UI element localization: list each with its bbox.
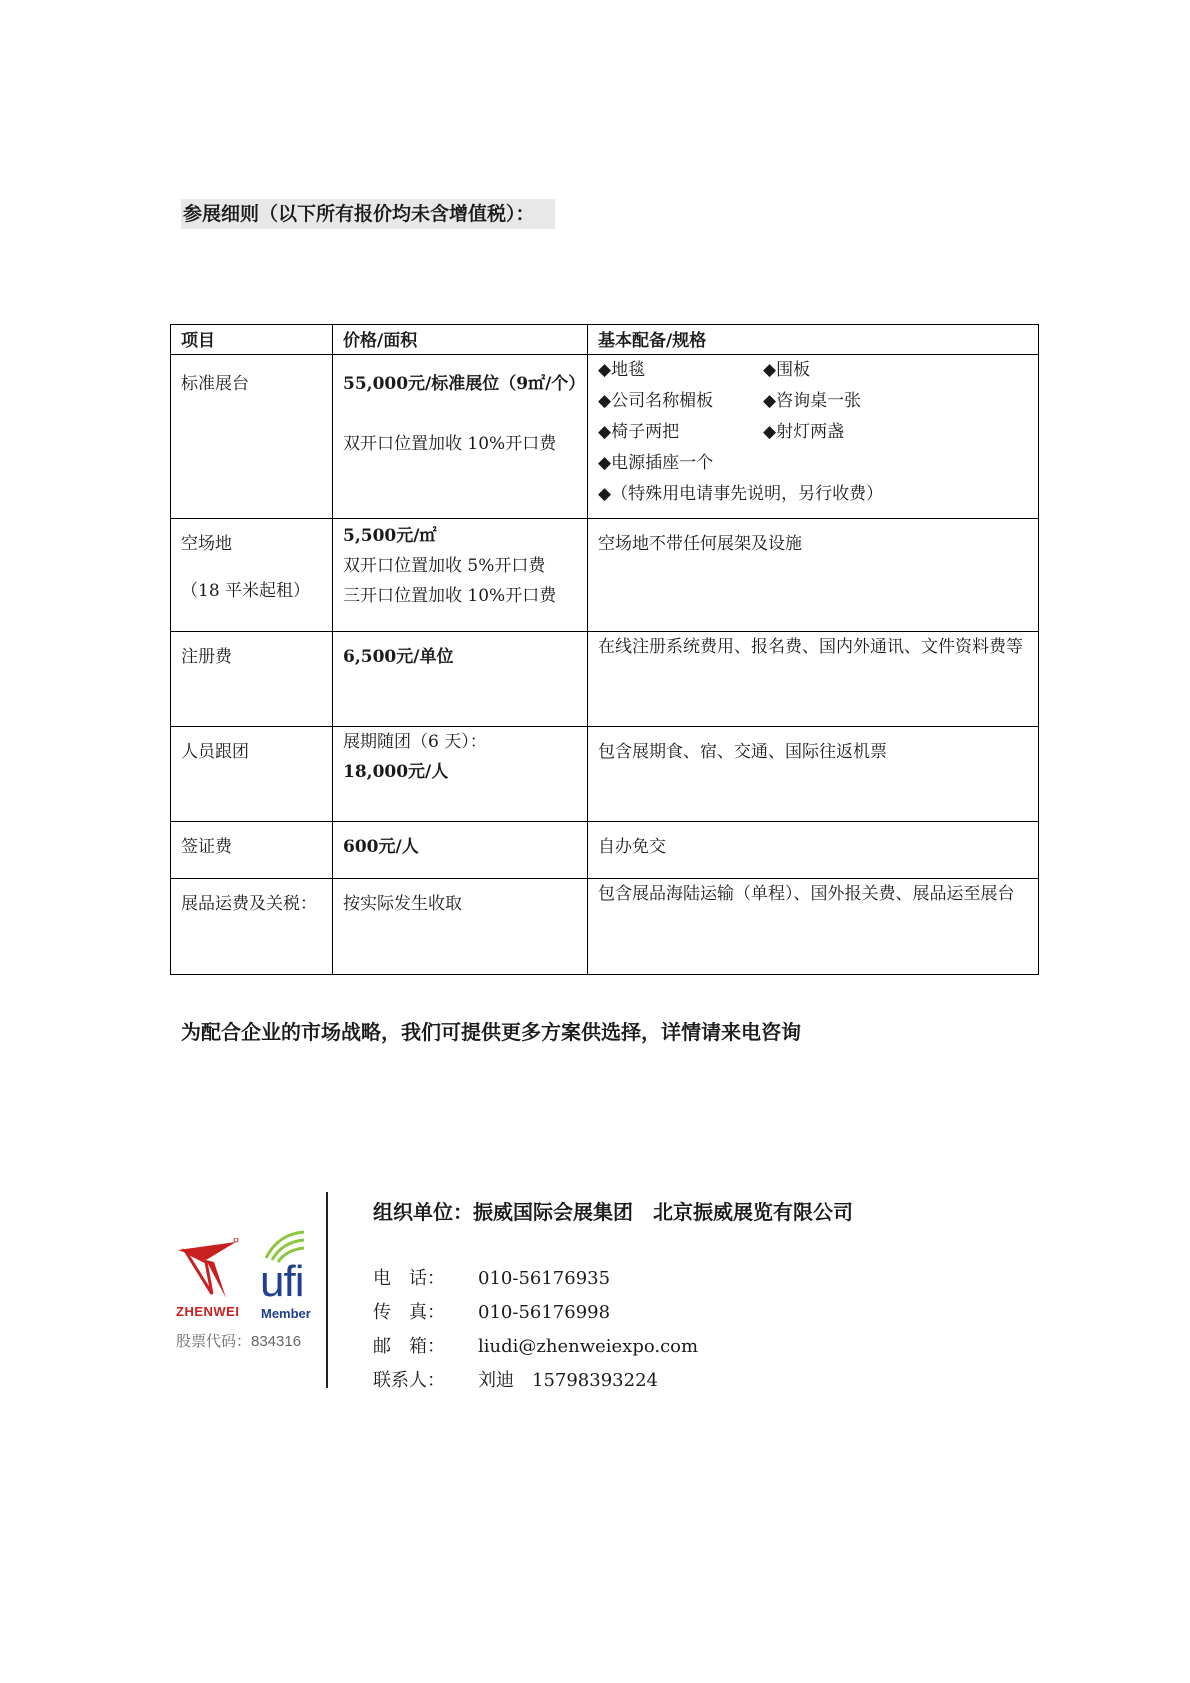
section-heading: 参展细则（以下所有报价均未含增值税）： [181,199,555,229]
item-label: 展品运费及关税： [181,894,317,914]
table-row-escort [171,727,1039,822]
consultation-note: 为配合企业的市场战略，我们可提供更多方案供选择，详情请来电咨询 [181,1020,801,1044]
zhenwei-logo-icon [176,1238,246,1302]
ufi-member-label: Member [261,1306,311,1321]
contact-row-fax [373,1296,698,1330]
price-main: 55,000元/标准展位（9㎡/个） [343,374,586,394]
feature-grid [598,355,1028,448]
price-note: 双开口位置加收 10%开口费 [343,434,557,454]
spec-cell [588,879,1039,975]
spec-cell [588,355,1039,519]
contact-label: 联系人： [373,1370,445,1391]
price-note: 按实际发生收取 [343,894,462,914]
spec-cell [588,727,1039,822]
spec-text: 空场地不带任何展架及设施 [598,534,802,554]
price-main: 18,000元/人 [343,762,449,782]
table-row-freight [171,879,1039,975]
table-header-row [171,325,1039,355]
item-cell [171,355,333,519]
logo-area [176,1220,326,1380]
item-cell [171,879,333,975]
price-note: 三开口位置加收 10%开口费 [343,586,557,606]
price-cell [333,519,588,632]
table-row-registration [171,632,1039,727]
ufi-wordmark: ufi [260,1257,304,1306]
contact-value: 010-56176935 [478,1268,611,1289]
feature-item: ◆围板 [763,360,811,380]
contact-label: 电 话： [373,1268,445,1289]
column-header: 项目 [171,325,333,355]
price-cell [333,727,588,822]
item-cell [171,822,333,879]
contact-list [373,1262,698,1398]
item-label: 签证费 [181,837,232,857]
feature-item: ◆地毯 [598,360,646,380]
item-cell [171,519,333,632]
feature-item: ◆（特殊用电请事先说明，另行收费） [598,484,884,504]
price-cell [333,879,588,975]
fee-table [170,324,1039,975]
contact-value: 010-56176998 [478,1302,611,1323]
contact-row-person [373,1364,698,1398]
item-label: 注册费 [181,647,232,667]
spec-text: 包含展品海陆运输（单程）、国外报关费、展品运至展台 [598,884,1015,904]
spec-text: 自办免交 [598,837,666,857]
price-main: 6,500元/单位 [343,647,454,667]
price-cell [333,822,588,879]
spec-text: 在线注册系统费用、报名费、国内外通讯、文件资料费等 [598,637,1023,657]
contact-value: liudi@zhenweiexpo.com [478,1336,699,1357]
contact-label: 邮 箱： [373,1336,445,1357]
price-note: 双开口位置加收 5%开口费 [343,556,546,576]
price-note: 展期随团（6 天）： [343,732,487,752]
contact-row-email [373,1330,698,1364]
column-header: 基本配备/规格 [588,325,1039,355]
item-cell [171,632,333,727]
spec-cell [588,519,1039,632]
item-label: 标准展台 [181,374,249,394]
spec-cell [588,632,1039,727]
table-row-raw-space [171,519,1039,632]
price-main: 600元/人 [343,837,419,857]
item-note: （18 平米起租） [181,581,311,601]
divider [326,1192,328,1388]
contact-label: 传 真： [373,1302,445,1323]
feature-item: ◆电源插座一个 [598,453,714,473]
feature-item: ◆射灯两盏 [763,422,845,442]
table-row-standard-booth [171,355,1039,519]
price-cell [333,355,588,519]
stock-code: 股票代码：834316 [176,1333,302,1350]
feature-item: ◆咨询桌一张 [763,391,862,411]
spec-text: 包含展期食、宿、交通、国际往返机票 [598,742,887,762]
price-main: 5,500元/㎡ [343,526,437,546]
spec-cell [588,822,1039,879]
item-label: 空场地 [181,534,232,554]
zhenwei-wordmark: ZHENWEI [176,1304,240,1319]
column-header: 价格/面积 [333,325,588,355]
item-label: 人员跟团 [181,742,249,762]
item-cell [171,727,333,822]
feature-item: ◆椅子两把 [598,422,680,442]
table-row-visa [171,822,1039,879]
feature-item: ◆公司名称楣板 [598,391,714,411]
contact-row-phone [373,1262,698,1296]
organizer: 组织单位：振威国际会展集团 北京振威展览有限公司 [373,1200,853,1224]
price-cell [333,632,588,727]
contact-value: 刘迪 15798393224 [478,1370,658,1391]
